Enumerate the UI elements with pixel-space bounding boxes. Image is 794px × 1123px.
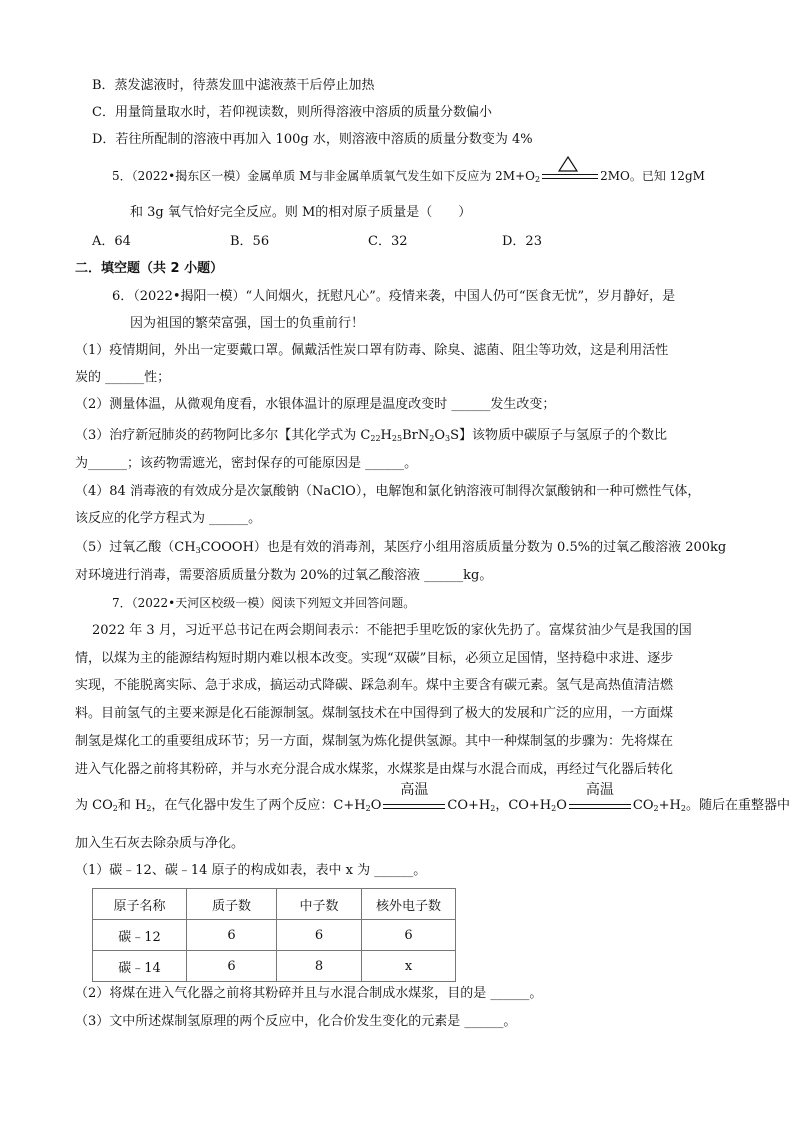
eq-text: O [370,798,382,813]
eq-text: 。随后在重整器中 [685,798,790,813]
table-cell: 碳﹣12 [93,920,187,951]
q7-para-4: 料。目前氢气的主要来源是化石能源制氢。煤制氢技术在中国得到了极大的发展和广泛的应用，一方面煤 [75,706,674,721]
q7-para-2: 情，以煤为主的能源结构短时期内难以根本改变。实现“双碳”目标，必须立足国情，坚持稳中求进、逐步 [75,651,674,666]
formula-part: H [380,428,392,443]
q7-sub-2: （2）将煤在进入气化器之前将其粉碎并且与水混合制成水煤浆，目的是 ______。 [75,986,543,1001]
q6-part3-a [75,427,667,445]
q5-option-b: B．56 [230,234,270,249]
q6-intro-1: 6．（2022•揭阳一模）“人间烟火，抚慰凡心”。疫情来袭，中国人仍可“医食无忧”，岁月静好，是 [112,289,676,304]
q6-part1-b: 炭的 ______性； [75,370,171,385]
q7-equation-line [75,782,790,815]
q6-part2: （2）测量体温，从微观角度看，水银体温计的原理是温度改变时 ______发生改变； [75,397,556,412]
table-cell: 碳﹣14 [93,951,187,982]
q7-para-5: 制氢是煤化工的重要组成环节；另一方面，煤制氢为炼化提供氢源。其中一种煤制氢的步骤为：先将煤在 [75,734,674,749]
table-header: 中子数 [277,889,362,920]
heating-triangle-icon [558,156,578,172]
q5-stem: 5．（2022•揭东区一模）金属单质 M与非金属单质氧气发生如下反应为 2M+O [112,169,535,183]
question-5-line2: 和 3g 氧气恰好完全反应。则 M的相对原子质量是（ ） [130,205,472,220]
subscript: 22 [370,434,381,443]
q6-part4-b: 该反应的化学方程式为 ______。 [75,511,262,526]
eq-text: CO+H [447,798,491,813]
q5-option-d: D．23 [502,234,542,249]
subscript: 2 [365,804,371,813]
option-b: B．蒸发滤液时，待蒸发皿中滤液蒸干后停止加热 [92,78,375,93]
q7-sub-3: （3）文中所述煤制氢原理的两个反应中，化合价发生变化的元素是 ______。 [75,1014,517,1029]
subscript: 2 [146,804,152,813]
formula-part: O [434,428,445,443]
table-header: 核外电子数 [362,889,456,920]
subscript: 2 [653,804,659,813]
table-header-row [93,889,456,920]
subscript: 2 [551,804,557,813]
option-d: D．若往所配制的溶液中再加入 100g 水，则溶液中溶质的质量分数变为 4% [92,132,533,147]
atom-composition-table [92,888,456,982]
q5-stem-end: 2MO。已知 12gM [600,169,705,183]
option-c: C．用量筒量取水时，若仰视读数，则所得溶液中溶质的质量分数偏小 [92,105,492,120]
reaction-condition: 高温 [400,782,429,798]
subscript: 2 [429,434,435,443]
eq-text: O [556,798,567,813]
subscript: 3 [445,434,451,443]
eq-text: CO [632,798,654,813]
subscript: 2 [680,804,686,813]
table-cell: x [362,951,456,982]
table-cell: 6 [362,920,456,951]
eq-text: ，在气化器中发生了两个反应：C+H [151,798,366,813]
q6-part5-b: 对环境进行消毒，需要溶质质量分数为 20%的过氧乙酸溶液 ______kg。 [75,568,493,583]
table-row [93,920,456,951]
q6-part5-text: （5）过氧乙酸（CH [75,540,196,555]
table-cell: 6 [277,920,362,951]
table-cell: 8 [277,951,362,982]
table-row [93,951,456,982]
q7-para-6: 进入气化器之前将其粉碎，并与水充分混合成水煤浆，水煤浆是由煤与水混合而成，再经过气化器后转化 [75,762,674,777]
q6-part5-a [75,539,726,557]
subscript: 3 [195,546,201,555]
subscript: 2 [490,804,496,813]
q6-intro-2: 因为祖国的繁荣富强，国士的负重前行！ [130,316,365,331]
eq-text: +H [658,798,681,813]
subscript: 2 [112,804,118,813]
formula-part: BrN [402,428,430,443]
eq-text: ，CO+H [495,798,552,813]
high-temp-equals-1 [381,782,447,809]
q7-para-3: 实现，不能脱离实际、急于求成，搞运动式降碳、踩急刹车。煤中主要含有碳元素。氢气是高热值清洁燃 [75,678,674,693]
q6-part5-text-end: COOOH）也是有效的消毒剂，某医疗小组用溶质质量分数为 0.5%的过氧乙酸溶液 200kg [200,540,727,555]
question-5 [112,167,705,185]
heating-equals-sign [540,170,600,180]
q6-part3-b: 为______；该药物需遮光，密封保存的可能原因是 ______。 [75,456,418,471]
q5-option-c: C．32 [368,234,408,249]
q6-part3-text-end: S】该物质中碳原子与氢原子的个数比 [450,428,667,443]
subscript: 25 [391,434,403,443]
table-cell: 6 [187,951,277,982]
q7-intro: 7．（2022•天河区校级一模）阅读下列短文并回答问题。 [112,596,416,610]
q7-para-1: 2022 年 3 月，习近平总书记在两会期间表示：不能把手里吃饭的家伙先扔了。富煤贫油少气是我国的国 [92,623,692,638]
table-cell: 6 [187,920,277,951]
table-header: 质子数 [187,889,277,920]
table-header: 原子名称 [93,889,187,920]
q5-subscript: 2 [535,175,541,184]
eq-text: 为 CO [75,798,113,813]
q6-part4-a: （4）84 消毒液的有效成分是次氯酸钠（NaClO），电解饱和氯化钠溶液可制得次氯酸钠和一种可燃性气体， [75,484,701,499]
reaction-condition: 高温 [585,782,614,798]
eq-text: 和 H [117,798,147,813]
q5-option-a: A．64 [92,234,131,249]
q7-para-8: 加入生石灰去除杂质与净化。 [75,836,245,851]
q6-part3-text: （3）治疗新冠肺炎的药物阿比多尔【其化学式为 C [75,428,371,443]
q6-part1-a: （1）疫情期间，外出一定要戴口罩。佩戴活性炭口罩有防毒、除臭、滤菌、阻尘等功效，这是利用活性 [75,343,669,358]
high-temp-equals-2 [567,782,633,809]
section-2-title: 二．填空题（共 2 小题） [75,261,224,276]
q7-sub-1: （1）碳﹣12、碳﹣14 原子的构成如表，表中 x 为 ______。 [75,863,427,878]
